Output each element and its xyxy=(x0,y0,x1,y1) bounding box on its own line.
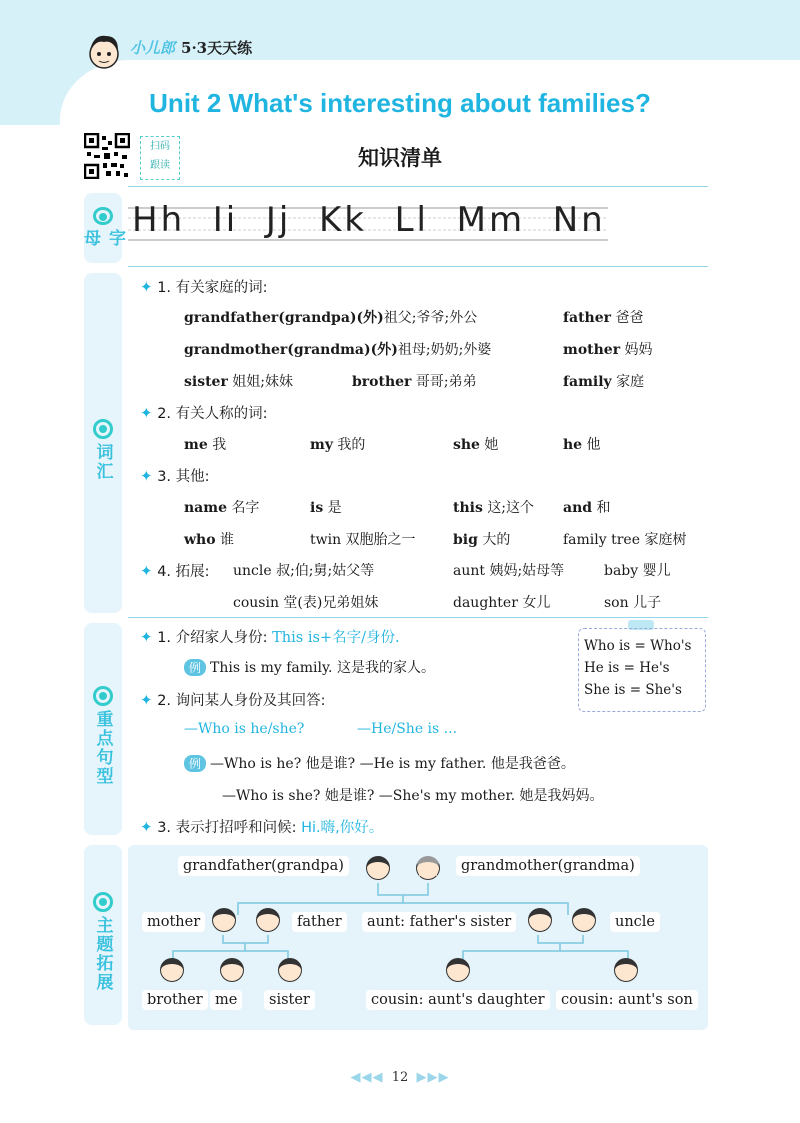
letter-pairs xyxy=(132,200,606,240)
cousin-daughter-avatar xyxy=(446,958,470,982)
section-label-letters xyxy=(80,193,125,263)
tree-node-me: me xyxy=(210,990,242,1010)
tree-node-mother: mother xyxy=(142,912,205,932)
vocab-row: daughter 女儿 xyxy=(453,595,551,611)
star-icon: ✦ xyxy=(140,467,153,485)
vocab-group-1-title: ✦ 1. 有关家庭的词: xyxy=(140,278,268,296)
page-footer xyxy=(0,1070,800,1085)
contraction-note: Who is = Who's He is = He's She is = She's xyxy=(578,628,706,712)
section-theme-title: 主题拓展 xyxy=(92,916,113,992)
vocab-row: who 谁 xyxy=(184,532,235,548)
letter-kk: Kk xyxy=(318,200,367,240)
vocab-row: cousin 堂(表)兄弟姐妹 xyxy=(233,595,379,611)
letter-mm: Mm xyxy=(456,200,526,240)
vocab-row: uncle 叔;伯;舅;姑父等 xyxy=(233,563,375,579)
aunt-avatar xyxy=(528,908,552,932)
vocab-row: brother 哥哥;弟弟 xyxy=(352,374,477,390)
vocab-group-3-title: ✦ 3. 其他: xyxy=(140,467,210,485)
section-vocab-title: 词汇 xyxy=(92,443,113,481)
brand-text: 5·3天天练 xyxy=(181,39,253,57)
letter-jj: Jj xyxy=(265,200,292,240)
vocab-row: aunt 姨妈;姑母等 xyxy=(453,563,565,579)
vocab-row: this 这;这个 xyxy=(453,500,535,516)
section-icon xyxy=(93,892,113,912)
letter-writing-lines xyxy=(128,200,608,245)
divider xyxy=(128,617,708,618)
star-icon: ✦ xyxy=(140,691,153,709)
vocab-row: my 我的 xyxy=(310,437,366,453)
sentence-2-example-1: 例 —Who is he? 他是谁? —He is my father. 他是我爸爸。 xyxy=(184,753,575,773)
tree-node-grandfather: grandfather(grandpa) xyxy=(178,856,349,876)
tree-node-cousin-son: cousin: aunt's son xyxy=(556,990,698,1010)
vocab-row: mother 妈妈 xyxy=(563,342,653,358)
vocab-row: is 是 xyxy=(310,500,342,516)
letter-hh: Hh xyxy=(132,200,186,240)
tree-node-aunt: aunt: father's sister xyxy=(362,912,516,932)
tree-node-father: father xyxy=(292,912,347,932)
vocab-row: father 爸爸 xyxy=(563,310,644,326)
scan-text: 扫码 xyxy=(150,141,170,152)
divider xyxy=(128,266,708,267)
section-label-vocab xyxy=(84,273,122,613)
grandfather-avatar xyxy=(366,856,390,880)
vocab-row: family 家庭 xyxy=(563,374,645,390)
brother-avatar xyxy=(160,958,184,982)
vocab-row: she 她 xyxy=(453,437,499,453)
vocab-row: big 大的 xyxy=(453,532,511,548)
vocab-group-4-title: ✦ 4. 拓展: xyxy=(140,562,210,580)
example-badge: 例 xyxy=(184,755,206,772)
me-avatar xyxy=(220,958,244,982)
tree-node-brother: brother xyxy=(142,990,208,1010)
vocab-row: sister 姐姐;妹妹 xyxy=(184,374,294,390)
vocab-row: twin 双胞胎之一 xyxy=(310,532,416,548)
vocab-row: name 名字 xyxy=(184,500,260,516)
section-label-theme xyxy=(84,845,122,1025)
section-sentences-title: 重点句型 xyxy=(92,710,113,786)
letter-ll: Ll xyxy=(394,200,429,240)
sentence-3-title: ✦ 3. 表示打招呼和问候: Hi.嗨,你好。 xyxy=(140,818,384,836)
tree-node-uncle: uncle xyxy=(610,912,660,932)
grandmother-avatar xyxy=(416,856,440,880)
tree-node-sister: sister xyxy=(264,990,315,1010)
sentence-2-title: ✦ 2. 询问某人身份及其回答: xyxy=(140,691,326,709)
vocab-group-2-title: ✦ 2. 有关人称的词: xyxy=(140,404,268,422)
sentence-2-question: —Who is he/she? xyxy=(184,721,305,737)
follow-text: 跟读 xyxy=(150,160,170,171)
section-icon xyxy=(93,686,113,706)
unit-title: Unit 2 What's interesting about families? xyxy=(149,88,651,118)
vocab-row: he 他 xyxy=(563,437,601,453)
vocab-row: baby 婴儿 xyxy=(604,563,671,579)
section-icon xyxy=(93,207,113,225)
vocab-row: grandfather(grandpa)(外)祖父;爷爷;外公 xyxy=(184,310,478,326)
example-badge: 例 xyxy=(184,659,206,676)
mascot-icon xyxy=(84,30,124,72)
sentence-1-title: ✦ 1. 介绍家人身份: This is+名字/身份. xyxy=(140,628,400,646)
cousin-son-avatar xyxy=(614,958,638,982)
sister-avatar xyxy=(278,958,302,982)
mother-avatar xyxy=(212,908,236,932)
uncle-avatar xyxy=(572,908,596,932)
vocab-row: son 儿子 xyxy=(604,595,662,611)
vocab-row: grandmother(grandma)(外)祖母;奶奶;外婆 xyxy=(184,342,492,358)
section-label-sentences xyxy=(84,623,122,835)
brand-logo: 小儿郎 xyxy=(130,39,176,57)
brand xyxy=(130,37,252,58)
section-icon xyxy=(93,419,113,439)
vocab-row: and 和 xyxy=(563,500,611,516)
sentence-2-example-2: —Who is she? 她是谁? —She's my mother. 她是我妈妈。 xyxy=(222,788,604,804)
sentence-1-example: 例 This is my family. 这是我的家人。 xyxy=(184,657,435,677)
letter-nn: Nn xyxy=(552,200,606,240)
divider xyxy=(128,186,708,187)
star-icon: ✦ xyxy=(140,562,153,580)
section-letters-title: 字母 xyxy=(80,229,125,249)
sentence-2-answer: —He/She is ... xyxy=(357,721,458,737)
letter-ii: Ii xyxy=(212,200,239,240)
star-icon: ✦ xyxy=(140,278,153,296)
star-icon: ✦ xyxy=(140,818,153,836)
tree-node-grandmother: grandmother(grandma) xyxy=(456,856,640,876)
star-icon: ✦ xyxy=(140,628,153,646)
vocab-row: family tree 家庭树 xyxy=(563,532,687,548)
vocab-row: me 我 xyxy=(184,437,227,453)
star-icon: ✦ xyxy=(140,404,153,422)
tree-node-cousin-daughter: cousin: aunt's daughter xyxy=(366,990,550,1010)
next-arrows-icon: ▶▶▶ xyxy=(416,1070,450,1085)
page-number: 12 xyxy=(391,1070,409,1085)
page-heading: 知识清单 xyxy=(358,146,442,170)
prev-arrows-icon: ◀◀◀ xyxy=(350,1070,384,1085)
father-avatar xyxy=(256,908,280,932)
